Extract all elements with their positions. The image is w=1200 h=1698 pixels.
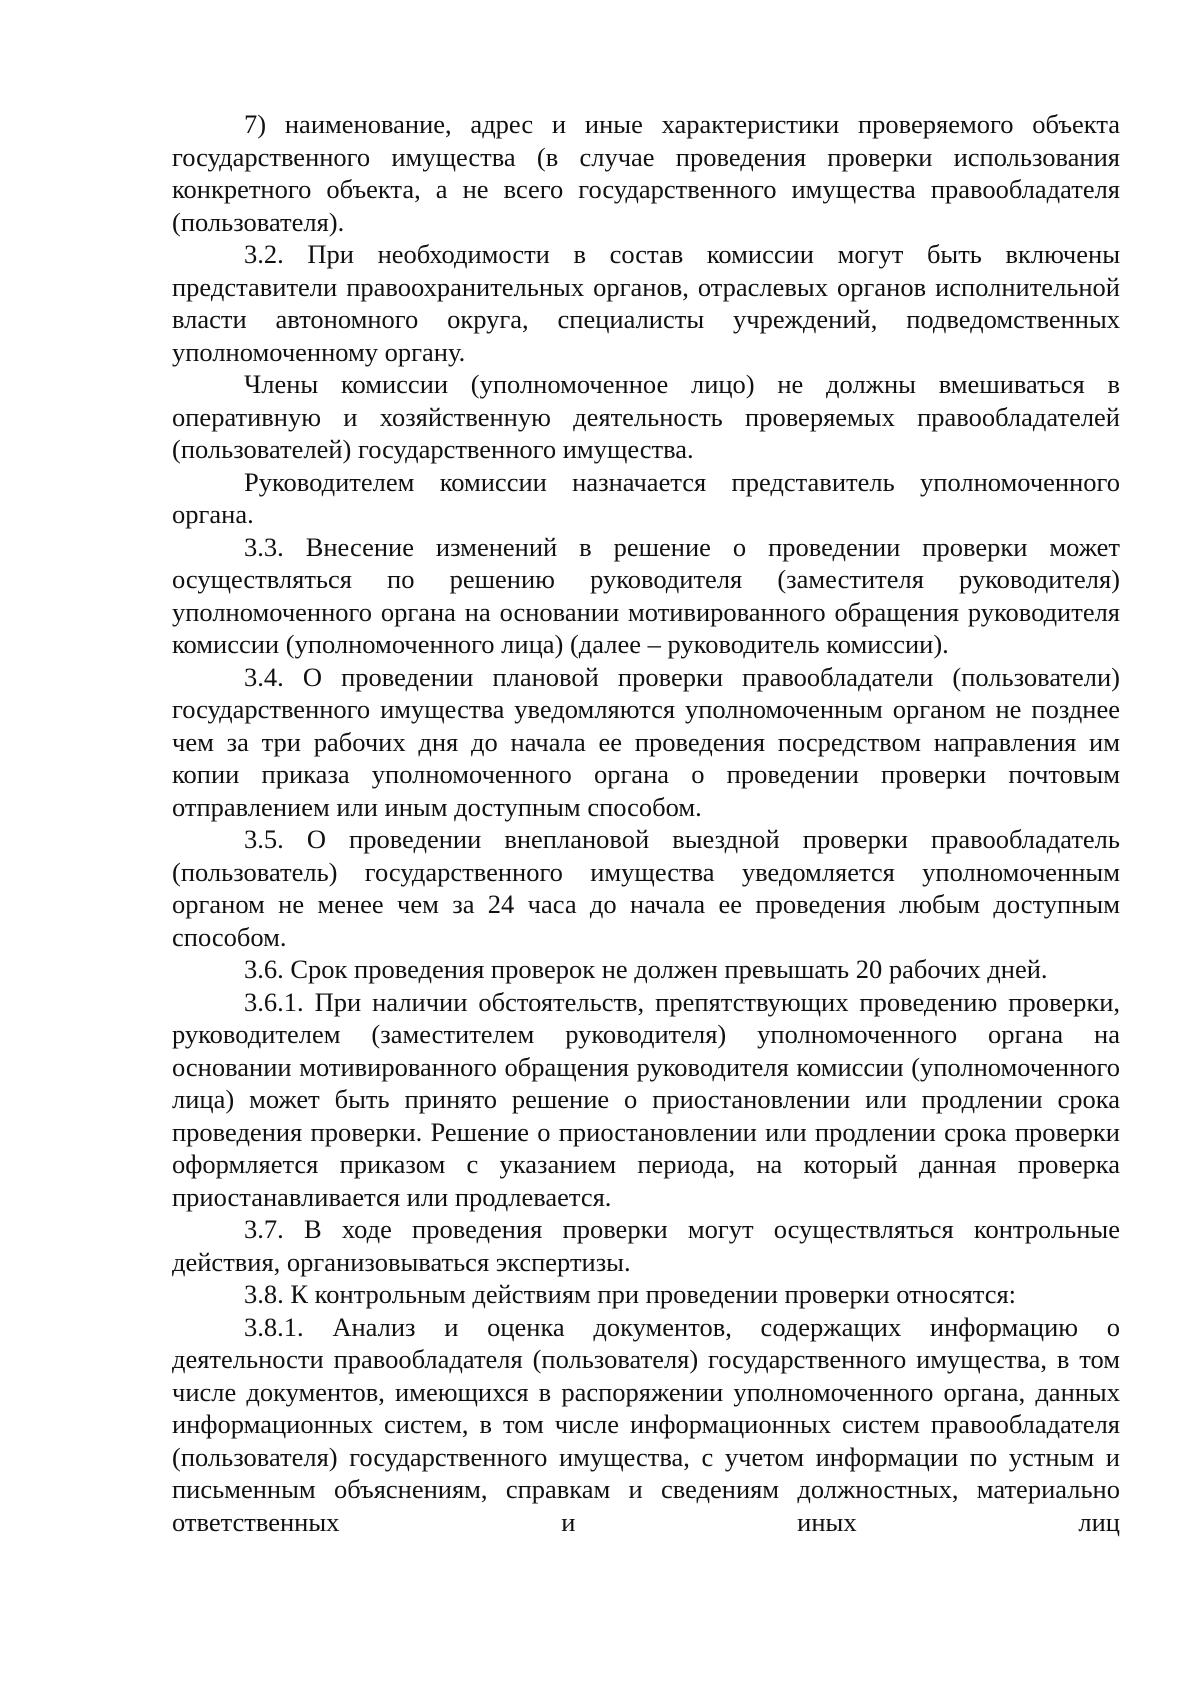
paragraph-item-7: 7) наименование, адрес и иные характеристики проверяемого объекта государственного имущества (в случае проведения проверки использования конкретного объекта, а не всего государственного имущества правообладателя (пользователя). [172, 109, 1120, 237]
paragraph-3-4: 3.4. О проведении плановой проверки правообладатели (пользователи) государственного имущества уведомляются уполномоченным органом не позднее чем за три рабочих дня до начала ее проведения посредством направления им копии приказа уполномоченного органа о проведении проверки почтовым отправлением или иным доступным способом. [172, 661, 1120, 822]
document-page [172, 108, 1120, 1538]
paragraph-3-5: 3.5. О проведении внеплановой выездной проверки правообладатель (пользователь) государственного имущества уведомляется уполномоченным органом не менее чем за 24 часа до начала ее проведения любым доступным способом. [172, 824, 1120, 952]
paragraph-commission-head: Руководителем комиссии назначается представитель уполномоченного органа. [172, 466, 1120, 529]
paragraph-commission-members: Члены комиссии (уполномоченное лицо) не должны вмешиваться в оперативную и хозяйственную деятельность проверяемых правообладателей (пользователей) государственного имущества. [172, 369, 1120, 464]
paragraph-3-8: 3.8. К контрольным действиям при проведении проверки относятся: [244, 1279, 1017, 1309]
paragraph-3-3: 3.3. Внесение изменений в решение о проведении проверки может осуществляться по решению руководителя (заместителя руководителя) уполномоченного органа на основании мотивированного обращения руководителя комиссии (уполномоченного лица) (далее – руководитель комиссии). [172, 531, 1120, 659]
paragraph-3-6-1: 3.6.1. При наличии обстоятельств, препятствующих проведению проверки, руководителем (заместителем руководителя) уполномоченного органа на основании мотивированного обращения руководителя комиссии (уполномоченного лица) может быть принято решение о приостановлении или продлении срока проведения проверки. Решение о приостановлении или продлении срока проверки оформляется приказом с указанием периода, на который данная проверка приостанавливается или продлевается. [172, 986, 1120, 1212]
paragraph-3-2: 3.2. При необходимости в состав комиссии могут быть включены представители правоохранительных органов, отраслевых органов исполнительной власти автономного округа, специалисты учреждений, подведомственных уполномоченному органу. [172, 239, 1120, 367]
paragraph-3-8-1: 3.8.1. Анализ и оценка документов, содержащих информацию о деятельности правообладателя (пользователя) государственного имущества, в том числе документов, имеющихся в распоряжении уполномоченного органа, данных информационных систем, в том числе информационных систем правообладателя (пользователя) государственного имущества, с учетом информации по устным и письменным объяснениям, справкам и сведениям должностных, материально ответственных и иных лиц [172, 1311, 1120, 1537]
paragraph-3-6: 3.6. Срок проведения проверок не должен превышать 20 рабочих дней. [244, 954, 1048, 984]
paragraph-3-7: 3.7. В ходе проведения проверки могут осуществляться контрольные действия, организовываться экспертизы. [172, 1214, 1120, 1277]
